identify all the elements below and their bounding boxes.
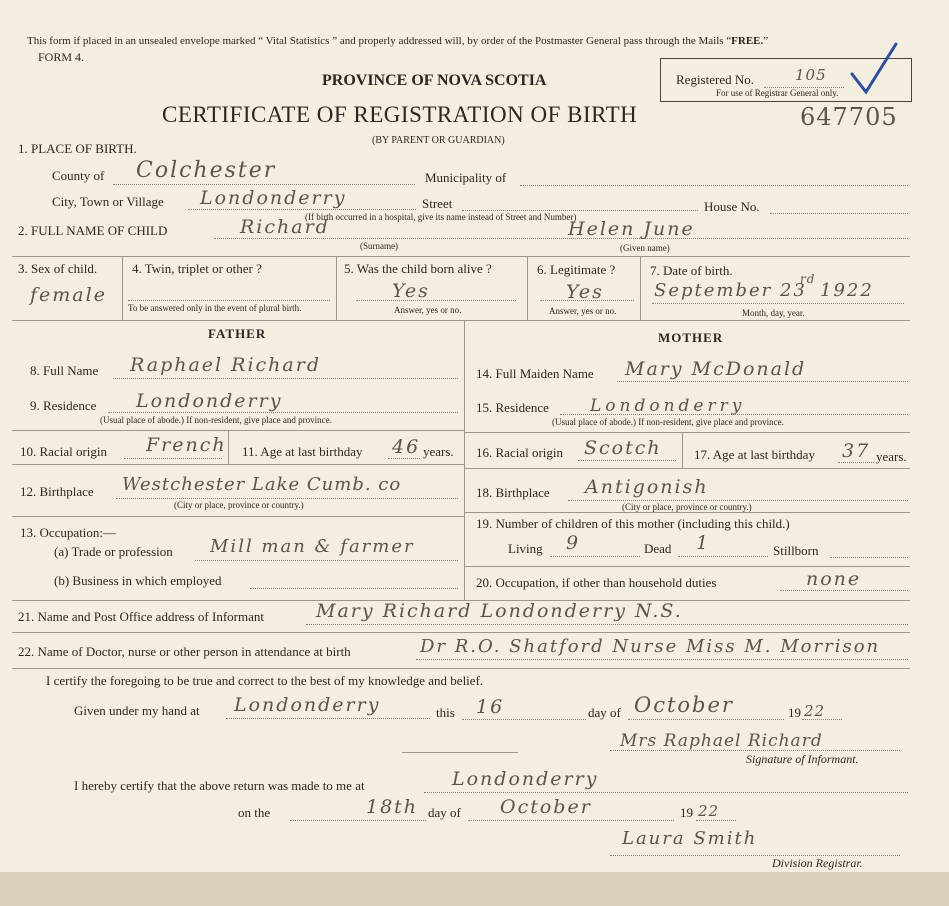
day-of-label-2: day of [428, 805, 461, 820]
alive-note: Answer, yes or no. [394, 305, 462, 315]
twin-note: To be answered only in the event of plural birth. [128, 303, 302, 313]
dob-note: Month, day, year. [742, 308, 805, 318]
father-race-label: 10. Racial origin [20, 444, 108, 459]
registrar-note: For use of Registrar General only. [716, 88, 839, 98]
doctor-value: Dr R.O. Shatford Nurse Miss M. Morrison [420, 636, 881, 657]
dob-suffix: rd [800, 272, 816, 286]
mother-bp-label: 18. Birthplace [476, 485, 550, 500]
registered-value: 105 [795, 66, 827, 84]
alive-label: 5. Was the child born alive ? [344, 261, 492, 276]
certificate-title: CERTIFICATE OF REGISTRATION OF BIRTH [162, 102, 638, 127]
mother-name-label: 14. Full Maiden Name [476, 366, 594, 381]
father-race: French [146, 434, 227, 456]
legit-note: Answer, yes or no. [549, 306, 617, 316]
given-month: October [634, 693, 734, 717]
father-birthplace: Westchester Lake Cumb. co [122, 474, 402, 495]
registrar-place: Londonderry [452, 768, 599, 790]
mother-age: 37 [842, 440, 871, 462]
registrar-label: Division Registrar. [772, 856, 863, 870]
father-res-label: 9. Residence [30, 398, 97, 413]
mother-race-label: 16. Racial origin [476, 445, 564, 460]
father-heading: FATHER [208, 326, 267, 341]
given-note: (Given name) [620, 243, 670, 253]
street-label: Street [422, 196, 453, 211]
mother-age-unit: years. [876, 449, 907, 464]
child-surname: Richard [240, 216, 330, 238]
father-name-label: 8. Full Name [30, 363, 99, 378]
mother-occ-label: 20. Occupation, if other than household duties [476, 575, 717, 590]
sex-label: 3. Sex of child. [18, 261, 98, 276]
mother-name: Mary McDonald [625, 358, 807, 380]
father-res-note: (Usual place of abode.) If non-resident, give place and province. [100, 415, 332, 425]
father-age-unit: years. [423, 444, 454, 459]
dob-value: September 23 [654, 280, 807, 301]
mother-occupation: none [806, 568, 862, 590]
this-label: this [436, 705, 455, 720]
living-value: 9 [566, 532, 581, 554]
on-the-label: on the [238, 805, 271, 820]
surname-note: (Surname) [360, 241, 398, 251]
father-bp-note: (City or place, province or country.) [174, 500, 304, 510]
city-label: City, Town or Village [52, 194, 164, 209]
given-day: 16 [476, 696, 505, 718]
house-label: House No. [704, 199, 760, 214]
father-bp-label: 12. Birthplace [20, 484, 94, 499]
hospital-note: (If birth occurred in a hospital, give its name instead of Street and Number) [305, 212, 577, 222]
mother-bp-note: (City or place, province or country.) [622, 502, 752, 512]
place-of-birth-heading: 1. PLACE OF BIRTH. [18, 141, 137, 156]
certify-text: I certify the foregoing to be true and correct to the best of my knowledge and belief. [46, 673, 484, 688]
given-place: Londonderry [234, 694, 381, 716]
reg-year-prefix: 19 [680, 805, 693, 820]
father-trade: Mill man & farmer [210, 536, 415, 557]
informant-value: Mary Richard Londonderry N.S. [316, 600, 683, 622]
certificate-subtitle: (BY PARENT OR GUARDIAN) [372, 135, 505, 146]
municipality-label: Municipality of [425, 170, 507, 185]
child-given-name: Helen June [568, 218, 695, 240]
dob-year: 1922 [820, 280, 874, 301]
day-of-label: day of [588, 705, 621, 720]
mother-res-label: 15. Residence [476, 400, 549, 415]
checkmark-icon [848, 40, 900, 96]
twin-label: 4. Twin, triplet or other ? [132, 261, 262, 276]
informant-label: 21. Name and Post Office address of Informant [18, 609, 264, 624]
registrar-signature: Laura Smith [622, 828, 758, 849]
county-value: Colchester [136, 158, 277, 183]
registrar-certify-text: I hereby certify that the above return was made to me at [74, 778, 365, 793]
given-under-label: Given under my hand at [74, 703, 200, 718]
sex-value: female [30, 284, 107, 306]
children-label: 19. Number of children of this mother (including this child.) [476, 516, 790, 531]
postal-notice: This form if placed in an unsealed envelope marked “ Vital Statistics ” and properly addressed will, by order of the Postmaster General pass through the Mails “FREE.” [27, 35, 769, 47]
mother-age-label: 17. Age at last birthday [694, 447, 815, 462]
mother-res-note: (Usual place of abode.) If non-resident, give place and province. [552, 417, 784, 427]
father-age: 46 [392, 436, 421, 458]
father-occ-label: 13. Occupation:— [20, 525, 117, 540]
informant-signature: Mrs Raphael Richard [620, 731, 823, 751]
legit-value: Yes [566, 281, 604, 303]
living-label: Living [508, 541, 543, 556]
signature-label: Signature of Informant. [746, 752, 859, 766]
reg-year: 22 [698, 802, 720, 820]
given-year-prefix: 19 [788, 705, 801, 720]
doctor-label: 22. Name of Doctor, nurse or other person in attendance at birth [18, 644, 351, 659]
county-label: County of [52, 168, 105, 183]
paper-edge [0, 872, 949, 906]
registrar-month: October [500, 796, 592, 818]
mother-heading: MOTHER [658, 330, 724, 345]
form-number: FORM 4. [38, 50, 85, 64]
trade-label: (a) Trade or profession [54, 544, 173, 559]
stillborn-label: Stillborn [773, 543, 819, 558]
dob-label: 7. Date of birth. [650, 263, 733, 278]
registered-label: Registered No. [676, 72, 754, 87]
registrar-day: 18th [366, 796, 419, 818]
child-name-label: 2. FULL NAME OF CHILD [18, 223, 168, 238]
father-name: Raphael Richard [130, 354, 321, 376]
province-heading: PROVINCE OF NOVA SCOTIA [322, 72, 547, 89]
father-age-label: 11. Age at last birthday [242, 444, 363, 459]
alive-value: Yes [392, 280, 430, 302]
city-value: Londonderry [200, 187, 347, 209]
business-label: (b) Business in which employed [54, 573, 222, 588]
given-year: 22 [804, 702, 826, 720]
legit-label: 6. Legitimate ? [537, 262, 616, 277]
father-residence: Londonderry [136, 390, 283, 412]
mother-race: Scotch [584, 437, 662, 459]
mother-birthplace: Antigonish [585, 476, 709, 498]
dead-value: 1 [696, 532, 711, 554]
mother-residence: Londonderry [590, 396, 746, 416]
file-number: 647705 [800, 103, 898, 131]
dead-label: Dead [644, 541, 672, 556]
